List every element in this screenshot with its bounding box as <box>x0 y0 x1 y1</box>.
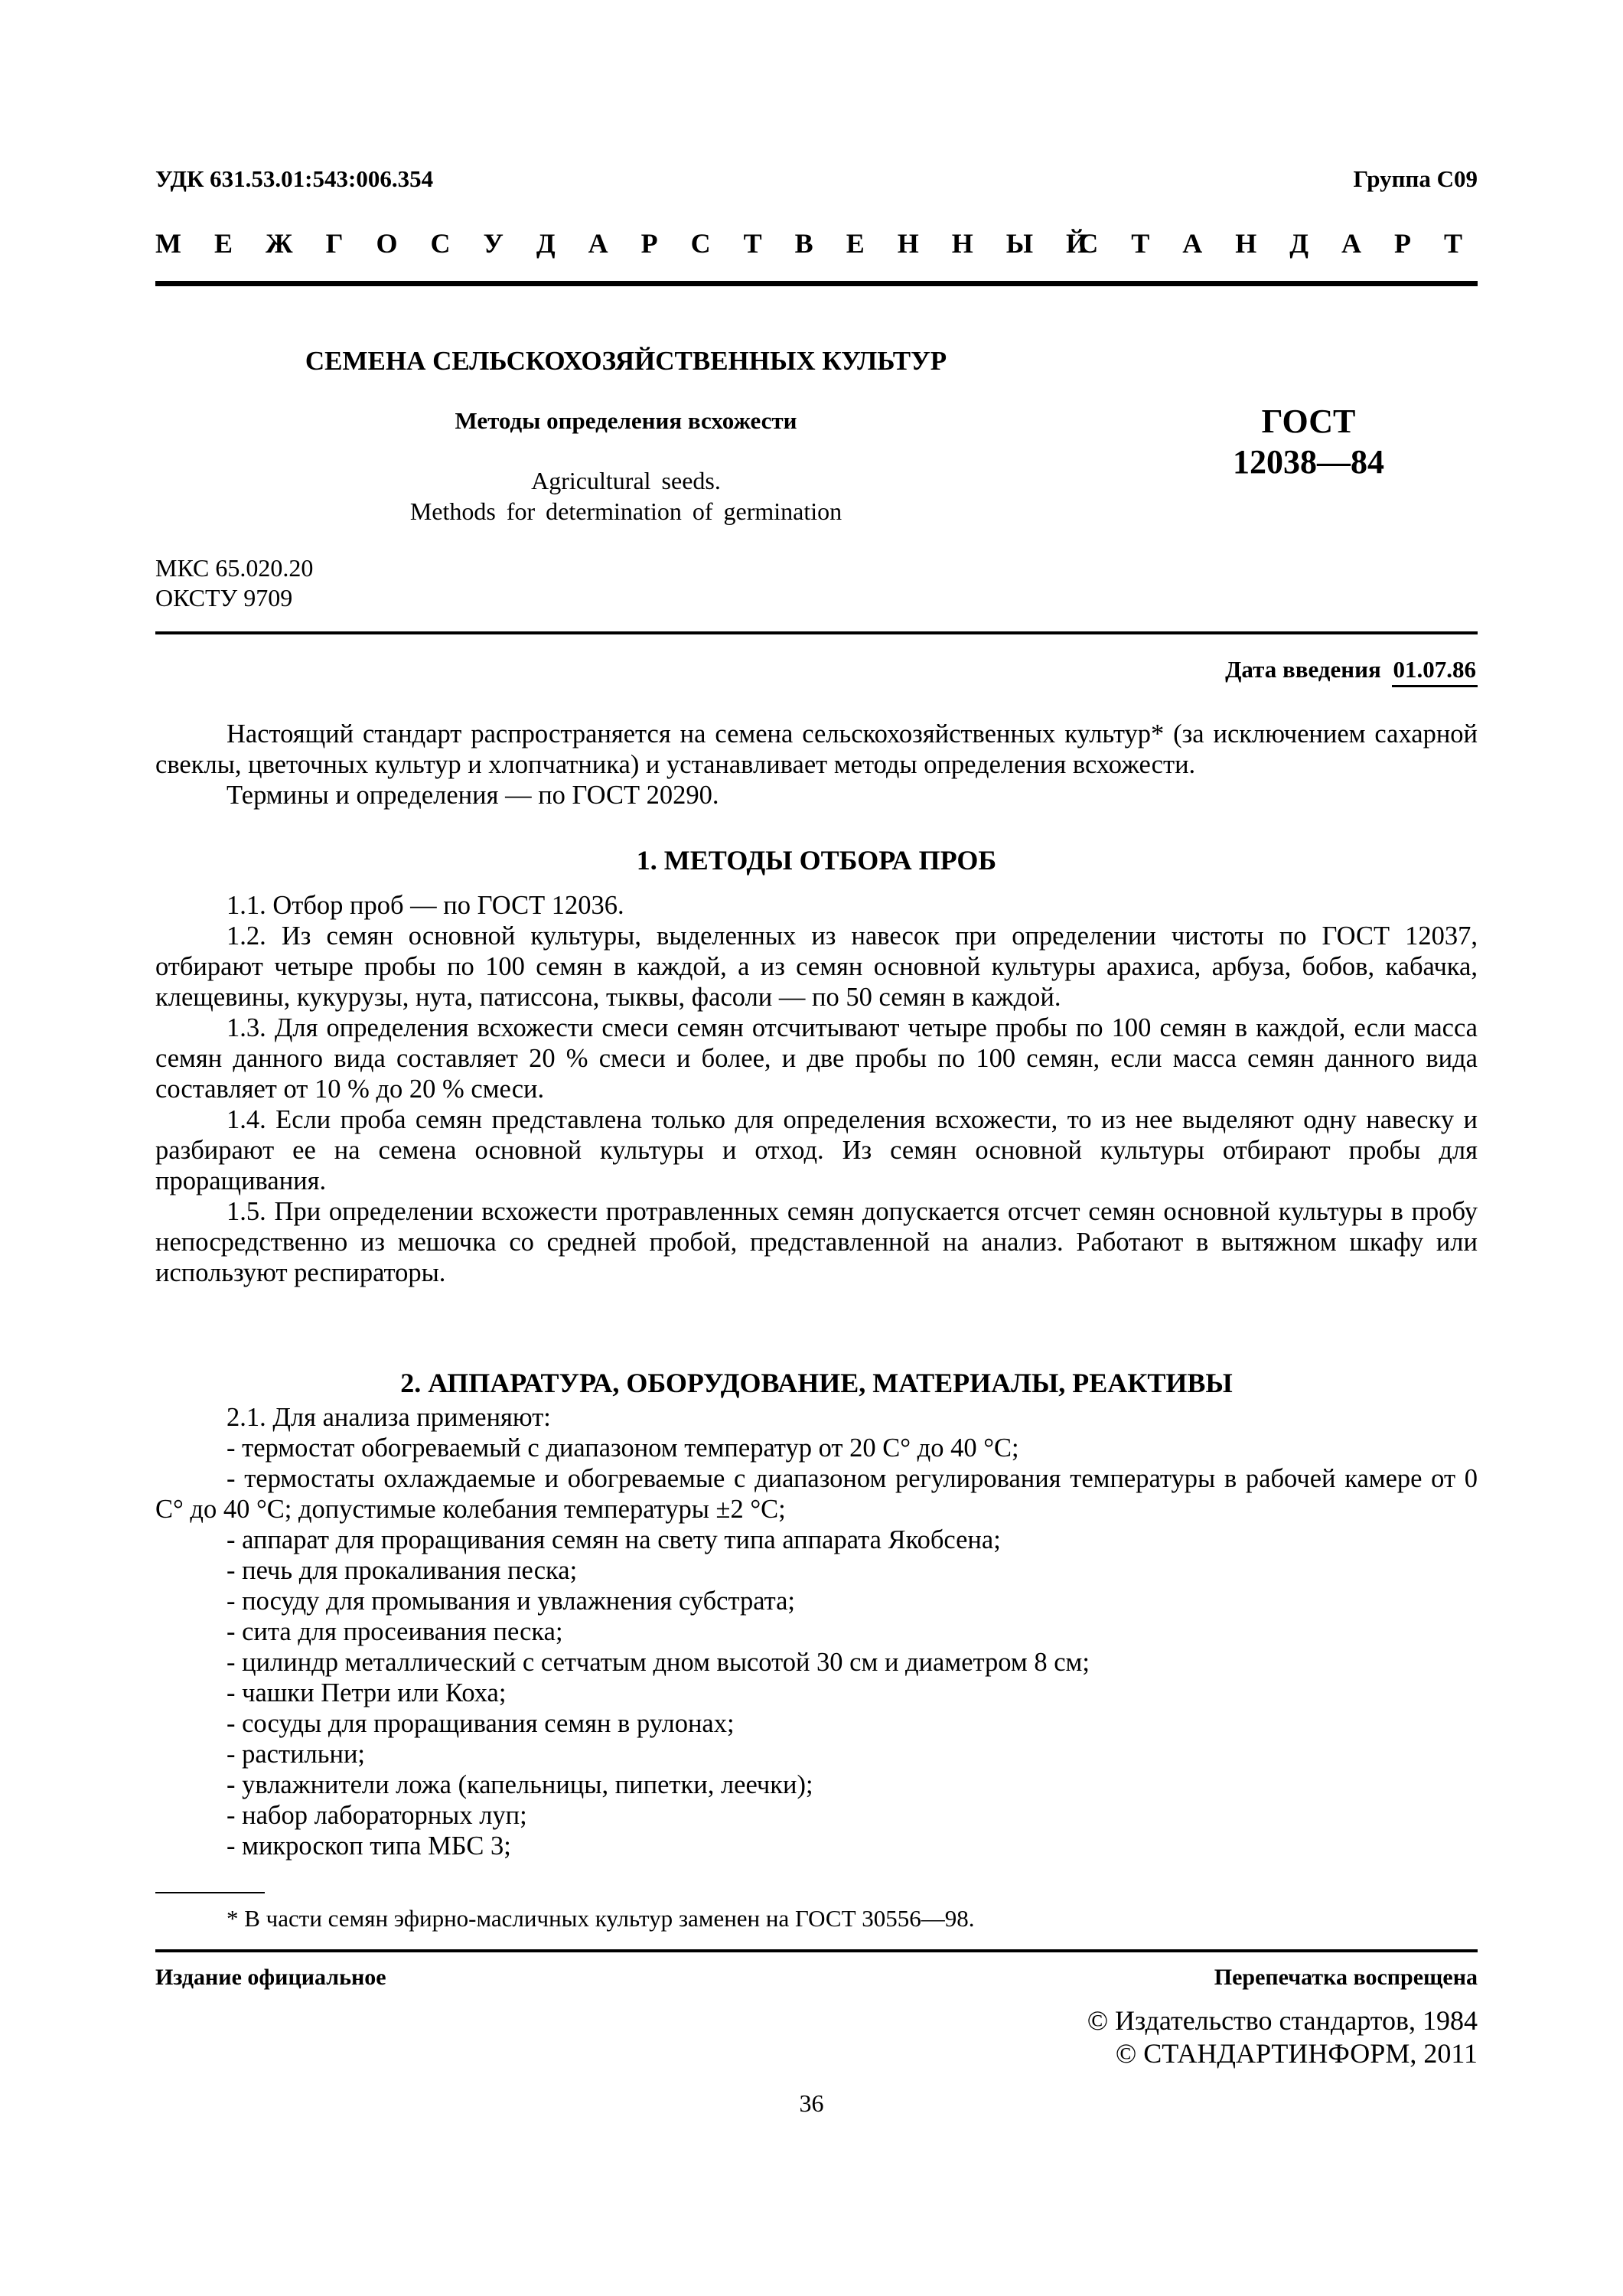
equipment-item: - посуду для промывания и увлажнения субстрата; <box>227 1587 796 1616</box>
group-code: Группа С09 <box>1353 165 1478 192</box>
gost-number: 12038—84 <box>1233 443 1384 481</box>
main-title: СЕМЕНА СЕЛЬСКОХОЗЯЙСТВЕННЫХ КУЛЬТУР <box>305 346 947 376</box>
clause-1-2: 1.2. Из семян основной культуры, выделенных из навесок при определении чистоты по ГОСТ 12037, отбирают четыре пробы по 100 семян в каждой, а из семян основной культуры арахиса, арбуза, бобов, кабачка, клещевины, кукурузы, нута, патиссона, тыквы, фасоли — по 50 семян в каждой. <box>155 921 1478 1012</box>
codes-rule <box>155 631 1478 634</box>
clause-2-1: 2.1. Для анализа применяют: <box>227 1403 551 1432</box>
gost-label: ГОСТ <box>1261 403 1356 440</box>
equipment-item: - чашки Петри или Коха; <box>227 1678 507 1707</box>
section-2-body <box>155 1402 1478 1861</box>
reprint-prohibited: Перепечатка воспрещена <box>1214 1965 1478 1990</box>
equipment-item: - аппарат для проращивания семян на свету типа аппарата Якобсена; <box>227 1525 1001 1554</box>
copyright-2011: © СТАНДАРТИНФОРМ, 2011 <box>1115 2038 1478 2069</box>
header-rule <box>155 281 1478 286</box>
intro-text <box>155 719 1478 810</box>
copyright-1984: © Издательство стандартов, 1984 <box>1087 2005 1478 2036</box>
udk-code: УДК 631.53.01:543:006.354 <box>155 165 434 192</box>
section-2-title: 2. АППАРАТУРА, ОБОРУДОВАНИЕ, МАТЕРИАЛЫ, РЕАКТИВЫ <box>400 1368 1233 1398</box>
section-1-title: 1. МЕТОДЫ ОТБОРА ПРОБ <box>636 845 997 876</box>
mks-code: МКС 65.020.20 <box>155 554 314 582</box>
footnote: * В части семян эфирно-масличных культур заменен на ГОСТ 30556—98. <box>227 1905 975 1932</box>
intro-paragraph: Настоящий стандарт распространяется на семена сельскохозяйственных культур* (за исключением сахарной свеклы, цветочных культур и хлопчатника) и устанавливает методы определения всхожести. <box>155 719 1478 779</box>
equipment-item: - увлажнители ложа (капельницы, пипетки, леечки); <box>227 1770 813 1799</box>
equipment-item: - набор лабораторных луп; <box>227 1801 527 1830</box>
subtitle: Методы определения всхожести <box>455 407 797 434</box>
equipment-item: - термостат обогреваемый с диапазоном температур от 20 С° до 40 °С; <box>227 1433 1019 1463</box>
introduction-date-value: 01.07.86 <box>1392 656 1478 687</box>
footnote-separator <box>155 1892 265 1893</box>
banner-interstate: М Е Ж Г О С У Д А Р С Т В Е Н Н Ы Й <box>155 228 1103 259</box>
equipment-item: - микроскоп типа МБС 3; <box>227 1831 511 1861</box>
equipment-item: - термостаты охлаждаемые и обогреваемые с диапазоном регулирования температуры в рабочей камере от 0 С° до 40 °С; допустимые колебания температуры ±2 °С; <box>155 1464 1478 1524</box>
footer-rule <box>155 1949 1478 1952</box>
clause-1-4: 1.4. Если проба семян представлена только для определения всхожести, то из нее выделяют одну навеску и разбирают ее на семена основной культуры и отход. Из семян основной культуры отбирают пробы для проращивания. <box>155 1105 1478 1195</box>
introduction-date <box>1225 656 1478 687</box>
okstu-code: ОКСТУ 9709 <box>155 584 293 612</box>
clause-1-1: 1.1. Отбор проб — по ГОСТ 12036. <box>227 891 624 920</box>
banner-standard: С Т А Н Д А Р Т <box>1078 228 1478 259</box>
official-edition: Издание официальное <box>155 1965 386 1990</box>
introduction-date-label: Дата введения <box>1225 656 1381 683</box>
intro-terms: Термины и определения — по ГОСТ 20290. <box>227 781 719 810</box>
equipment-item: - цилиндр металлический с сетчатым дном высотой 30 см и диаметром 8 см; <box>227 1648 1090 1677</box>
clause-1-3: 1.3. Для определения всхожести смеси семян отсчитывают четыре пробы по 100 семян в каждой, если масса семян данного вида составляет 20 % смеси и более, и две пробы по 100 семян, если масса семян данного вида составляет от 10 % до 20 % смеси. <box>155 1013 1478 1104</box>
english-title-2: Methods for determination of germination <box>409 497 842 525</box>
equipment-item: - сита для просеивания песка; <box>227 1617 563 1646</box>
page-number: 36 <box>799 2089 824 2117</box>
english-title-1: Agricultural seeds. <box>531 467 721 494</box>
equipment-item: - растильни; <box>227 1740 365 1769</box>
equipment-item: - печь для прокаливания песка; <box>227 1556 578 1585</box>
equipment-item: - сосуды для проращивания семян в рулонах; <box>227 1709 735 1738</box>
section-1-body <box>155 890 1478 1288</box>
clause-1-5: 1.5. При определении всхожести протравленных семян допускается отсчет семян основной культуры в пробу непосредственно из мешочка со средней пробой, представленной на анализ. Работают в вытяжном шкафу или используют респираторы. <box>155 1197 1478 1287</box>
